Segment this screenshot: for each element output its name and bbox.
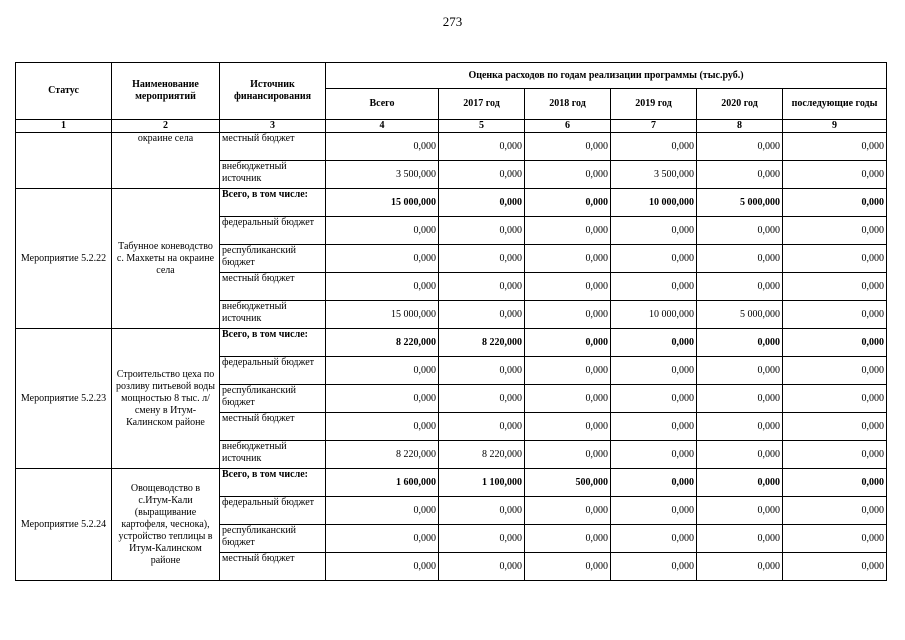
column-number: 4 [326,120,439,133]
amount-cell: 500,000 [525,469,611,497]
amount-cell: 0,000 [525,161,611,189]
amount-cell: 0,000 [439,385,525,413]
funding-source: республиканский бюджет [220,525,326,553]
amount-cell: 5 000,000 [697,189,783,217]
header-source: Источник финансирования [220,63,326,120]
amount-cell: 0,000 [439,301,525,329]
amount-cell: 0,000 [439,189,525,217]
amount-cell: 0,000 [783,525,887,553]
amount-cell: 0,000 [326,217,439,245]
activity-status: Мероприятие 5.2.23 [16,329,112,469]
amount-cell: 0,000 [611,441,697,469]
amount-cell: 10 000,000 [611,189,697,217]
amount-cell: 0,000 [525,553,611,581]
amount-cell: 0,000 [525,245,611,273]
amount-cell: 0,000 [439,553,525,581]
amount-cell: 0,000 [439,413,525,441]
header-estimate: Оценка расходов по годам реализации программы (тыс.руб.) [326,63,887,89]
amount-cell: 0,000 [611,133,697,161]
amount-cell: 0,000 [783,273,887,301]
amount-cell: 0,000 [611,497,697,525]
amount-cell: 0,000 [326,553,439,581]
amount-cell: 0,000 [783,357,887,385]
amount-cell: 8 220,000 [326,329,439,357]
amount-cell: 0,000 [326,385,439,413]
funding-source: федеральный бюджет [220,357,326,385]
amount-cell: 0,000 [697,413,783,441]
funding-source: Всего, в том числе: [220,469,326,497]
amount-cell: 1 600,000 [326,469,439,497]
amount-cell: 0,000 [326,273,439,301]
amount-cell: 0,000 [525,217,611,245]
amount-cell: 0,000 [525,189,611,217]
column-number: 9 [783,120,887,133]
amount-cell: 0,000 [783,497,887,525]
amount-cell: 0,000 [439,161,525,189]
activity-name: окраине села [112,133,220,189]
column-number: 2 [112,120,220,133]
amount-cell: 0,000 [525,525,611,553]
funding-source: местный бюджет [220,133,326,161]
funding-source: внебюджетный источник [220,161,326,189]
amount-cell: 8 220,000 [439,441,525,469]
activity-name: Овощеводство в с.Итум-Кали (выращивание картофеля, чеснока), устройство теплицы в Итум-Калинском районе [112,469,220,581]
funding-source: местный бюджет [220,273,326,301]
amount-cell: 0,000 [783,301,887,329]
amount-cell: 0,000 [697,497,783,525]
amount-cell: 0,000 [697,161,783,189]
amount-cell: 0,000 [439,273,525,301]
table-row [16,189,887,217]
amount-cell: 0,000 [611,217,697,245]
amount-cell: 0,000 [525,497,611,525]
header-year-2020: 2020 год [697,89,783,120]
funding-source: внебюджетный источник [220,441,326,469]
amount-cell: 0,000 [783,469,887,497]
amount-cell: 0,000 [783,385,887,413]
amount-cell: 0,000 [697,553,783,581]
amount-cell: 0,000 [439,133,525,161]
amount-cell: 0,000 [697,273,783,301]
funding-source: местный бюджет [220,553,326,581]
amount-cell: 0,000 [697,469,783,497]
amount-cell: 0,000 [697,329,783,357]
amount-cell: 0,000 [611,385,697,413]
activity-name: Табунное коневодство с. Махкеты на окраине села [112,189,220,329]
budget-table [15,62,887,581]
funding-source: федеральный бюджет [220,497,326,525]
table-body [16,133,887,581]
column-number: 7 [611,120,697,133]
amount-cell: 0,000 [326,497,439,525]
column-number: 8 [697,120,783,133]
amount-cell: 8 220,000 [439,329,525,357]
header-name: Наименование мероприятий [112,63,220,120]
amount-cell: 0,000 [525,301,611,329]
activity-status: Мероприятие 5.2.24 [16,469,112,581]
amount-cell: 8 220,000 [326,441,439,469]
amount-cell: 0,000 [525,357,611,385]
amount-cell: 0,000 [611,273,697,301]
amount-cell: 0,000 [783,189,887,217]
amount-cell: 0,000 [326,245,439,273]
amount-cell: 0,000 [525,329,611,357]
amount-cell: 0,000 [697,385,783,413]
header-year-2019: 2019 год [611,89,697,120]
amount-cell: 0,000 [783,441,887,469]
column-number: 6 [525,120,611,133]
amount-cell: 0,000 [783,161,887,189]
amount-cell: 0,000 [697,217,783,245]
funding-source: федеральный бюджет [220,217,326,245]
header-year-2017: 2017 год [439,89,525,120]
amount-cell: 15 000,000 [326,189,439,217]
funding-source: республиканский бюджет [220,385,326,413]
table-row [16,329,887,357]
amount-cell: 0,000 [439,525,525,553]
table-row [16,469,887,497]
amount-cell: 0,000 [611,525,697,553]
amount-cell: 0,000 [326,525,439,553]
funding-source: внебюджетный источник [220,301,326,329]
amount-cell: 0,000 [697,133,783,161]
funding-source: республиканский бюджет [220,245,326,273]
amount-cell: 0,000 [611,553,697,581]
funding-source: Всего, в том числе: [220,189,326,217]
amount-cell: 3 500,000 [611,161,697,189]
amount-cell: 0,000 [611,329,697,357]
activity-status: Мероприятие 5.2.22 [16,189,112,329]
amount-cell: 0,000 [697,525,783,553]
amount-cell: 0,000 [611,245,697,273]
amount-cell: 0,000 [783,217,887,245]
amount-cell: 3 500,000 [326,161,439,189]
header-status: Статус [16,63,112,120]
amount-cell: 0,000 [697,441,783,469]
amount-cell: 0,000 [439,497,525,525]
funding-source: Всего, в том числе: [220,329,326,357]
activity-status [16,133,112,189]
funding-source: местный бюджет [220,413,326,441]
column-number: 1 [16,120,112,133]
column-number: 5 [439,120,525,133]
amount-cell: 15 000,000 [326,301,439,329]
amount-cell: 0,000 [525,273,611,301]
amount-cell: 10 000,000 [611,301,697,329]
amount-cell: 0,000 [525,441,611,469]
page-number: 273 [442,14,463,29]
amount-cell: 0,000 [611,357,697,385]
amount-cell: 0,000 [783,245,887,273]
amount-cell: 0,000 [326,133,439,161]
activity-name: Строительство цеха по розливу питьевой воды мощностью 8 тыс. л/смену в Итум-Калинском районе [112,329,220,469]
amount-cell: 0,000 [525,133,611,161]
amount-cell: 5 000,000 [697,301,783,329]
amount-cell: 0,000 [697,245,783,273]
header-year-total: Всего [326,89,439,120]
amount-cell: 0,000 [439,245,525,273]
amount-cell: 0,000 [697,357,783,385]
amount-cell: 0,000 [611,469,697,497]
amount-cell: 0,000 [783,413,887,441]
amount-cell: 0,000 [611,413,697,441]
amount-cell: 1 100,000 [439,469,525,497]
column-number: 3 [220,120,326,133]
header-year-2018: 2018 год [525,89,611,120]
amount-cell: 0,000 [783,133,887,161]
amount-cell: 0,000 [525,385,611,413]
amount-cell: 0,000 [439,217,525,245]
amount-cell: 0,000 [783,329,887,357]
table-row [16,133,887,161]
amount-cell: 0,000 [783,553,887,581]
header-year-later: последующие годы [783,89,887,120]
amount-cell: 0,000 [326,413,439,441]
amount-cell: 0,000 [439,357,525,385]
amount-cell: 0,000 [326,357,439,385]
amount-cell: 0,000 [525,413,611,441]
